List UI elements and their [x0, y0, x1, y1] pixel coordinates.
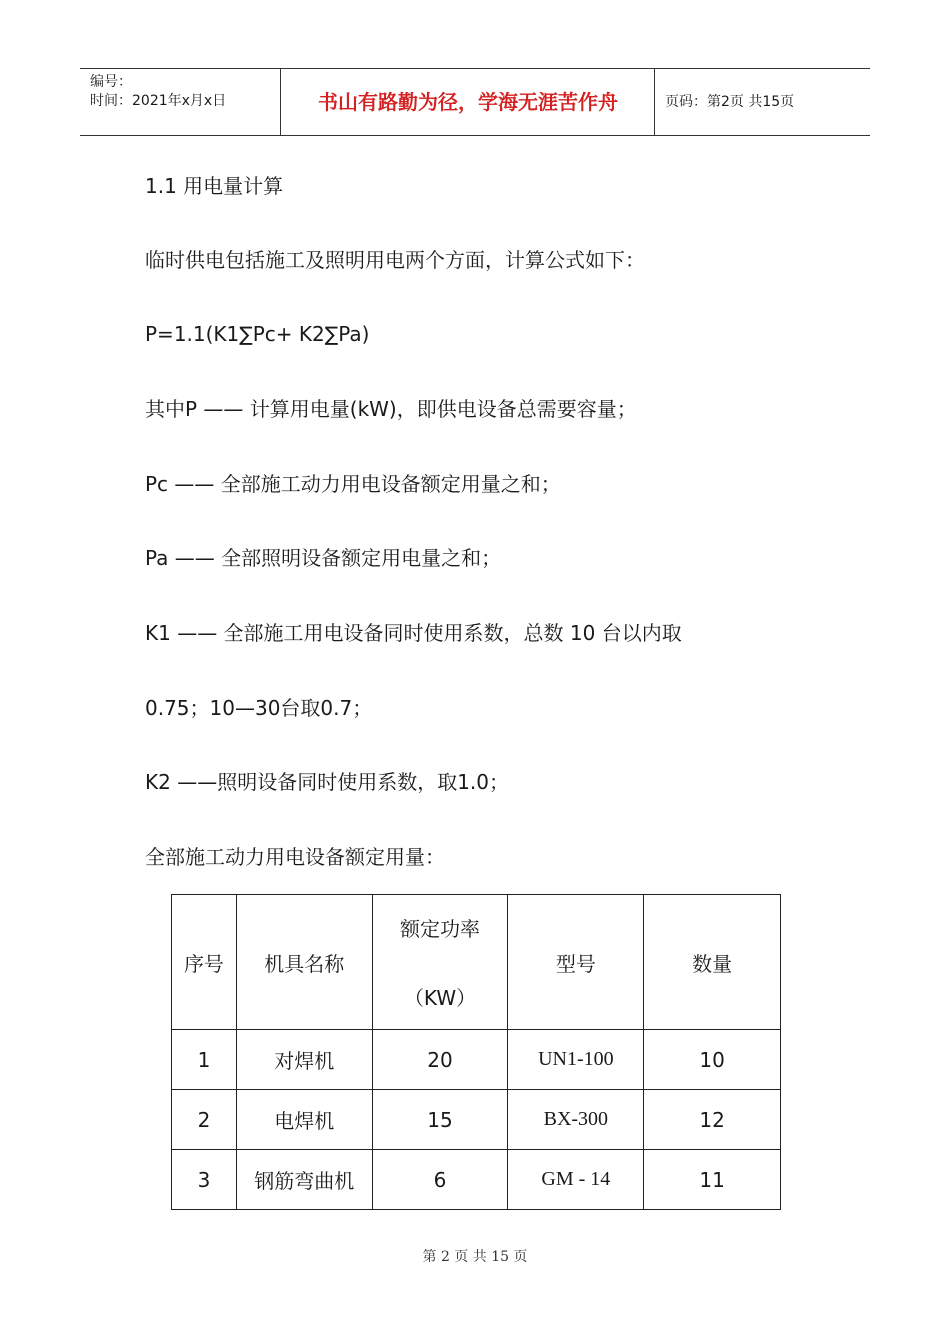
definition-p: 其中P —— 计算用电量(kW)，即供电设备总需要容量；	[145, 397, 637, 421]
header-meta	[80, 69, 281, 135]
table-header-row	[172, 895, 781, 1030]
cell-model: BX-300	[508, 1090, 644, 1150]
cell-qty: 11	[644, 1150, 781, 1210]
header-power	[372, 895, 508, 1030]
header-page-info: 页码：第2页 共15页	[665, 94, 795, 110]
cell-index: 3	[172, 1150, 237, 1210]
cell-name: 钢筋弯曲机	[236, 1150, 372, 1210]
table-row	[172, 1150, 781, 1210]
document-time-label: 时间：2021年x月x日	[90, 93, 227, 109]
equipment-table	[171, 894, 781, 1210]
definition-pc: Pc —— 全部施工动力用电设备额定用量之和；	[145, 472, 561, 496]
cell-qty: 12	[644, 1090, 781, 1150]
cell-model: GM - 14	[508, 1150, 644, 1210]
page-footer: 第 2 页 共 15 页	[422, 1249, 528, 1265]
table-intro: 全部施工动力用电设备额定用量：	[145, 845, 445, 869]
cell-power: 20	[372, 1030, 508, 1090]
header-power-unit: （KW）	[403, 986, 477, 1010]
header-motto: 书山有路勤为径，学海无涯苦作舟	[282, 69, 655, 135]
cell-name: 电焊机	[236, 1090, 372, 1150]
header-model: 型号	[508, 895, 644, 1030]
intro-paragraph: 临时供电包括施工及照明用电两个方面，计算公式如下：	[145, 248, 645, 272]
table-row	[172, 1030, 781, 1090]
header-index: 序号	[172, 895, 237, 1030]
definition-pa: Pa —— 全部照明设备额定用电量之和；	[145, 546, 502, 570]
definition-k1-line1: K1 —— 全部施工用电设备同时使用系数，总数 10 台以内取	[145, 621, 682, 645]
definition-k2: K2 ——照明设备同时使用系数，取1.0；	[145, 770, 510, 794]
cell-index: 2	[172, 1090, 237, 1150]
cell-index: 1	[172, 1030, 237, 1090]
cell-name: 对焊机	[236, 1030, 372, 1090]
header-name: 机具名称	[236, 895, 372, 1030]
document-number-label: 编号：	[90, 74, 132, 90]
cell-qty: 10	[644, 1030, 781, 1090]
table-row	[172, 1090, 781, 1150]
page-header	[80, 68, 870, 136]
cell-power: 6	[372, 1150, 508, 1210]
header-qty: 数量	[644, 895, 781, 1030]
section-title: 1.1 用电量计算	[145, 174, 284, 198]
definition-k1-line2: 0.75；10—30台取0.7；	[145, 696, 373, 720]
header-power-label: 额定功率	[400, 917, 481, 941]
cell-model: UN1-100	[508, 1030, 644, 1090]
cell-power: 15	[372, 1090, 508, 1150]
formula: P=1.1(K1∑Pc+ K2∑Pa)	[145, 322, 370, 346]
